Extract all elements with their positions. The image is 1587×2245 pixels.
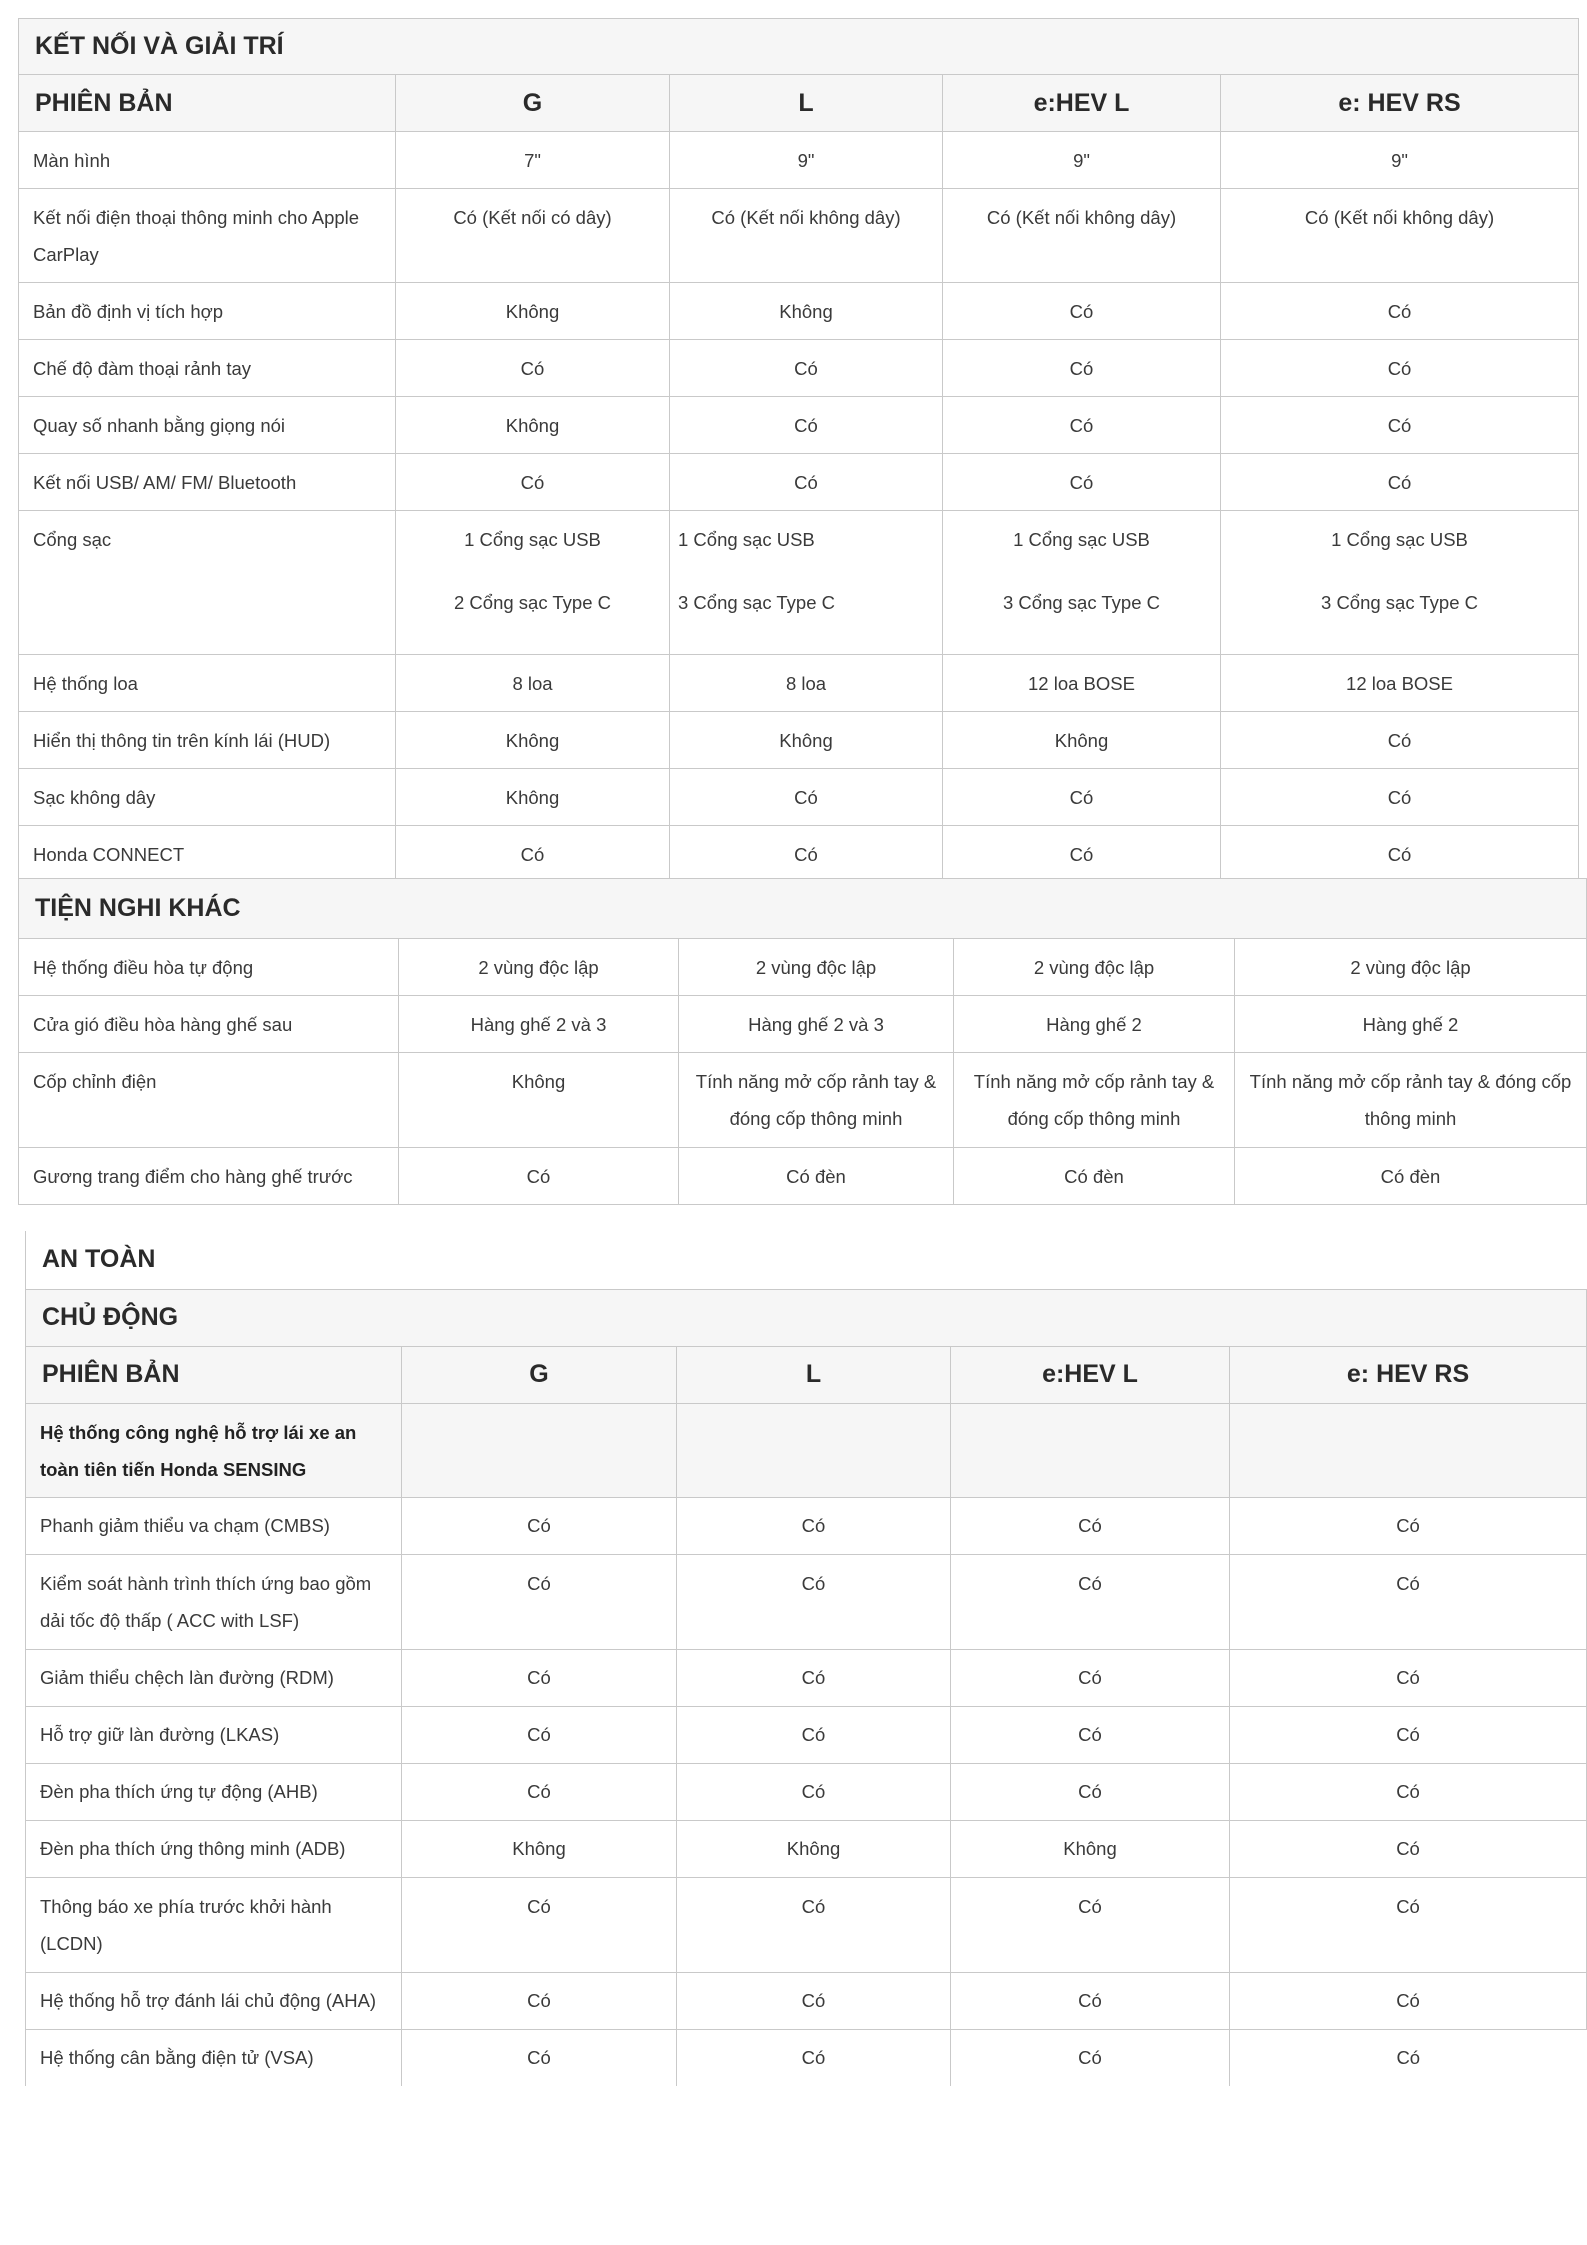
cell: Có (Kết nối không dây) — [670, 189, 943, 283]
cell: 12 loa BOSE — [943, 655, 1221, 712]
cell: Có — [1230, 1554, 1587, 1649]
connectivity-table — [18, 18, 1579, 883]
cell: Có — [677, 1554, 951, 1649]
cell-line: 3 Cổng sạc Type C — [1321, 592, 1479, 613]
cell: Tính năng mở cốp rảnh tay & đóng cốp thông minh — [1235, 1053, 1587, 1148]
cell: Có — [677, 1877, 951, 1972]
cell: Có — [1230, 1497, 1587, 1554]
row-label: Sạc không dây — [19, 769, 396, 826]
header-ehev-rs: e: HEV RS — [1221, 75, 1579, 132]
header-version: PHIÊN BẢN — [26, 1346, 402, 1403]
safety-table — [25, 1231, 1587, 2086]
header-ehev-l: e:HEV L — [943, 75, 1221, 132]
header-row — [19, 75, 1579, 132]
row-label: Kết nối USB/ AM/ FM/ Bluetooth — [19, 454, 396, 511]
cell: Có — [677, 1497, 951, 1554]
cell: Có — [1221, 769, 1579, 826]
cell: Có — [402, 1706, 677, 1763]
cell: Có — [396, 454, 670, 511]
header-ehev-l: e:HEV L — [951, 1346, 1230, 1403]
header-ehev-rs: e: HEV RS — [1230, 1346, 1587, 1403]
row-label: Đèn pha thích ứng thông minh (ADB) — [26, 1820, 402, 1877]
cell-line: 3 Cổng sạc Type C — [678, 592, 835, 613]
cell: 2 vùng độc lập — [1235, 939, 1587, 996]
cell: Có đèn — [954, 1148, 1235, 1205]
cell — [951, 1403, 1230, 1497]
table-row — [26, 1972, 1587, 2029]
section-title: AN TOÀN — [26, 1231, 1587, 1289]
cell: 2 vùng độc lập — [954, 939, 1235, 996]
cell: Có — [1230, 1706, 1587, 1763]
cell: Không — [402, 1820, 677, 1877]
cell: Có — [402, 2029, 677, 2086]
subsection-title-row — [26, 1289, 1587, 1346]
cell: Có — [943, 826, 1221, 883]
header-l: L — [670, 75, 943, 132]
table-row — [19, 996, 1587, 1053]
cell: Có — [396, 826, 670, 883]
cell: Có — [1230, 1877, 1587, 1972]
cell-line: 1 Cổng sạc USB — [1013, 529, 1150, 550]
table-row — [19, 397, 1579, 454]
header-l: L — [677, 1346, 951, 1403]
row-label: Bản đồ định vị tích hợp — [19, 283, 396, 340]
table-row — [19, 712, 1579, 769]
cell: Có — [677, 1649, 951, 1706]
table-row — [19, 340, 1579, 397]
cell: Có — [943, 340, 1221, 397]
cell: Có — [677, 1763, 951, 1820]
row-label: Chế độ đàm thoại rảnh tay — [19, 340, 396, 397]
group-label: Hệ thống công nghệ hỗ trợ lái xe an toàn tiên tiến Honda SENSING — [26, 1403, 402, 1497]
section-title-row — [19, 879, 1587, 939]
row-label: Hệ thống cân bằng điện tử (VSA) — [26, 2029, 402, 2086]
cell: Có — [402, 1554, 677, 1649]
cell: 8 loa — [396, 655, 670, 712]
cell: 2 vùng độc lập — [679, 939, 954, 996]
table-row — [26, 1497, 1587, 1554]
cell-line: 3 Cổng sạc Type C — [1003, 592, 1160, 613]
table-row — [19, 939, 1587, 996]
cell: 9" — [670, 132, 943, 189]
row-label: Hệ thống hỗ trợ đánh lái chủ động (AHA) — [26, 1972, 402, 2029]
cell: Có — [1221, 454, 1579, 511]
cell: Có — [1221, 340, 1579, 397]
row-label: Hiển thị thông tin trên kính lái (HUD) — [19, 712, 396, 769]
row-label: Hỗ trợ giữ làn đường (LKAS) — [26, 1706, 402, 1763]
table-row — [19, 655, 1579, 712]
cell: Có — [677, 1972, 951, 2029]
cell — [1230, 1403, 1587, 1497]
cell: Có — [670, 340, 943, 397]
table-row — [19, 511, 1579, 655]
row-label: Hệ thống loa — [19, 655, 396, 712]
cell: Có đèn — [1235, 1148, 1587, 1205]
table-row — [19, 132, 1579, 189]
cell — [1221, 511, 1579, 655]
cell-line: 2 Cổng sạc Type C — [454, 592, 611, 613]
cell: Không — [396, 712, 670, 769]
table-row — [26, 2029, 1587, 2086]
cell: Có — [670, 397, 943, 454]
cell: 8 loa — [670, 655, 943, 712]
table-row — [26, 1877, 1587, 1972]
cell: Có — [951, 1972, 1230, 2029]
cell — [402, 1403, 677, 1497]
cell: Có — [1221, 397, 1579, 454]
cell: Có — [943, 397, 1221, 454]
cell: Có — [951, 1877, 1230, 1972]
header-g: G — [396, 75, 670, 132]
section-title: KẾT NỐI VÀ GIẢI TRÍ — [19, 19, 1579, 75]
cell: Không — [396, 397, 670, 454]
cell: 9" — [1221, 132, 1579, 189]
cell: Có — [1230, 1972, 1587, 2029]
cell: Có — [677, 1706, 951, 1763]
cell: 12 loa BOSE — [1221, 655, 1579, 712]
cell: Không — [951, 1820, 1230, 1877]
cell: Có — [943, 454, 1221, 511]
cell: Có — [1230, 1649, 1587, 1706]
cell-line: 1 Cổng sạc USB — [678, 529, 815, 550]
row-label: Kết nối điện thoại thông minh cho Apple CarPlay — [19, 189, 396, 283]
table-row — [26, 1763, 1587, 1820]
cell: Có — [670, 826, 943, 883]
cell: Không — [399, 1053, 679, 1148]
cell: Có — [1221, 712, 1579, 769]
row-label: Cổng sạc — [19, 511, 396, 655]
cell: Hàng ghế 2 — [1235, 996, 1587, 1053]
cell-line: 1 Cổng sạc USB — [464, 529, 601, 550]
group-row — [26, 1403, 1587, 1497]
cell: Có — [1230, 2029, 1587, 2086]
cell: Có đèn — [679, 1148, 954, 1205]
cell: Có (Kết nối không dây) — [1221, 189, 1579, 283]
cell: Có — [1221, 283, 1579, 340]
cell: Có — [402, 1649, 677, 1706]
cell: Không — [677, 1820, 951, 1877]
cell: Hàng ghế 2 — [954, 996, 1235, 1053]
cell: Có — [670, 769, 943, 826]
row-label: Hệ thống điều hòa tự động — [19, 939, 399, 996]
cell: 2 vùng độc lập — [399, 939, 679, 996]
cell — [943, 511, 1221, 655]
cell: Có — [402, 1972, 677, 2029]
cell: Có (Kết nối không dây) — [943, 189, 1221, 283]
cell: Hàng ghế 2 và 3 — [399, 996, 679, 1053]
section-title: TIỆN NGHI KHÁC — [19, 879, 1587, 939]
row-label: Thông báo xe phía trước khởi hành (LCDN) — [26, 1877, 402, 1972]
cell: Tính năng mở cốp rảnh tay & đóng cốp thông minh — [954, 1053, 1235, 1148]
table-row — [26, 1554, 1587, 1649]
header-g: G — [402, 1346, 677, 1403]
row-label: Phanh giảm thiểu va chạm (CMBS) — [26, 1497, 402, 1554]
row-label: Đèn pha thích ứng tự động (AHB) — [26, 1763, 402, 1820]
table-row — [26, 1649, 1587, 1706]
table-row — [26, 1706, 1587, 1763]
section-title-row — [19, 19, 1579, 75]
row-label: Cốp chỉnh điện — [19, 1053, 399, 1148]
cell: Không — [943, 712, 1221, 769]
section-title-row — [26, 1231, 1587, 1289]
cell: 9" — [943, 132, 1221, 189]
cell — [670, 511, 943, 655]
cell: Không — [396, 283, 670, 340]
cell: Có — [1230, 1820, 1587, 1877]
other-amenities-table — [18, 878, 1587, 1205]
cell: Có — [399, 1148, 679, 1205]
cell — [677, 1403, 951, 1497]
cell: Có — [951, 2029, 1230, 2086]
cell: Có — [951, 1554, 1230, 1649]
cell — [396, 511, 670, 655]
table-row — [19, 1053, 1587, 1148]
table-row — [19, 189, 1579, 283]
row-label: Kiểm soát hành trình thích ứng bao gồm dải tốc độ thấp ( ACC with LSF) — [26, 1554, 402, 1649]
cell: Có — [943, 769, 1221, 826]
cell: Có — [951, 1497, 1230, 1554]
cell: Có — [1230, 1763, 1587, 1820]
table-row — [26, 1820, 1587, 1877]
table-row — [19, 1148, 1587, 1205]
cell: Không — [670, 283, 943, 340]
cell: Có — [402, 1497, 677, 1554]
cell: Có — [677, 2029, 951, 2086]
subsection-title: CHỦ ĐỘNG — [26, 1289, 1587, 1346]
cell: Có — [396, 340, 670, 397]
table-row — [19, 454, 1579, 511]
row-label: Cửa gió điều hòa hàng ghế sau — [19, 996, 399, 1053]
table-row — [19, 826, 1579, 883]
cell: Có (Kết nối có dây) — [396, 189, 670, 283]
row-label: Giảm thiểu chệch làn đường (RDM) — [26, 1649, 402, 1706]
table-row — [19, 283, 1579, 340]
row-label: Quay số nhanh bằng giọng nói — [19, 397, 396, 454]
row-label: Honda CONNECT — [19, 826, 396, 883]
row-label: Màn hình — [19, 132, 396, 189]
cell: Có — [943, 283, 1221, 340]
header-row — [26, 1346, 1587, 1403]
cell: 7" — [396, 132, 670, 189]
cell: Có — [670, 454, 943, 511]
cell: Có — [1221, 826, 1579, 883]
header-version: PHIÊN BẢN — [19, 75, 396, 132]
cell: Hàng ghế 2 và 3 — [679, 996, 954, 1053]
cell: Có — [402, 1877, 677, 1972]
cell: Không — [396, 769, 670, 826]
cell: Có — [951, 1649, 1230, 1706]
cell: Có — [951, 1763, 1230, 1820]
cell-line: 1 Cổng sạc USB — [1331, 529, 1468, 550]
cell: Có — [402, 1763, 677, 1820]
cell: Tính năng mở cốp rảnh tay & đóng cốp thông minh — [679, 1053, 954, 1148]
table-row — [19, 769, 1579, 826]
cell: Không — [670, 712, 943, 769]
cell: Có — [951, 1706, 1230, 1763]
row-label: Gương trang điểm cho hàng ghế trước — [19, 1148, 399, 1205]
